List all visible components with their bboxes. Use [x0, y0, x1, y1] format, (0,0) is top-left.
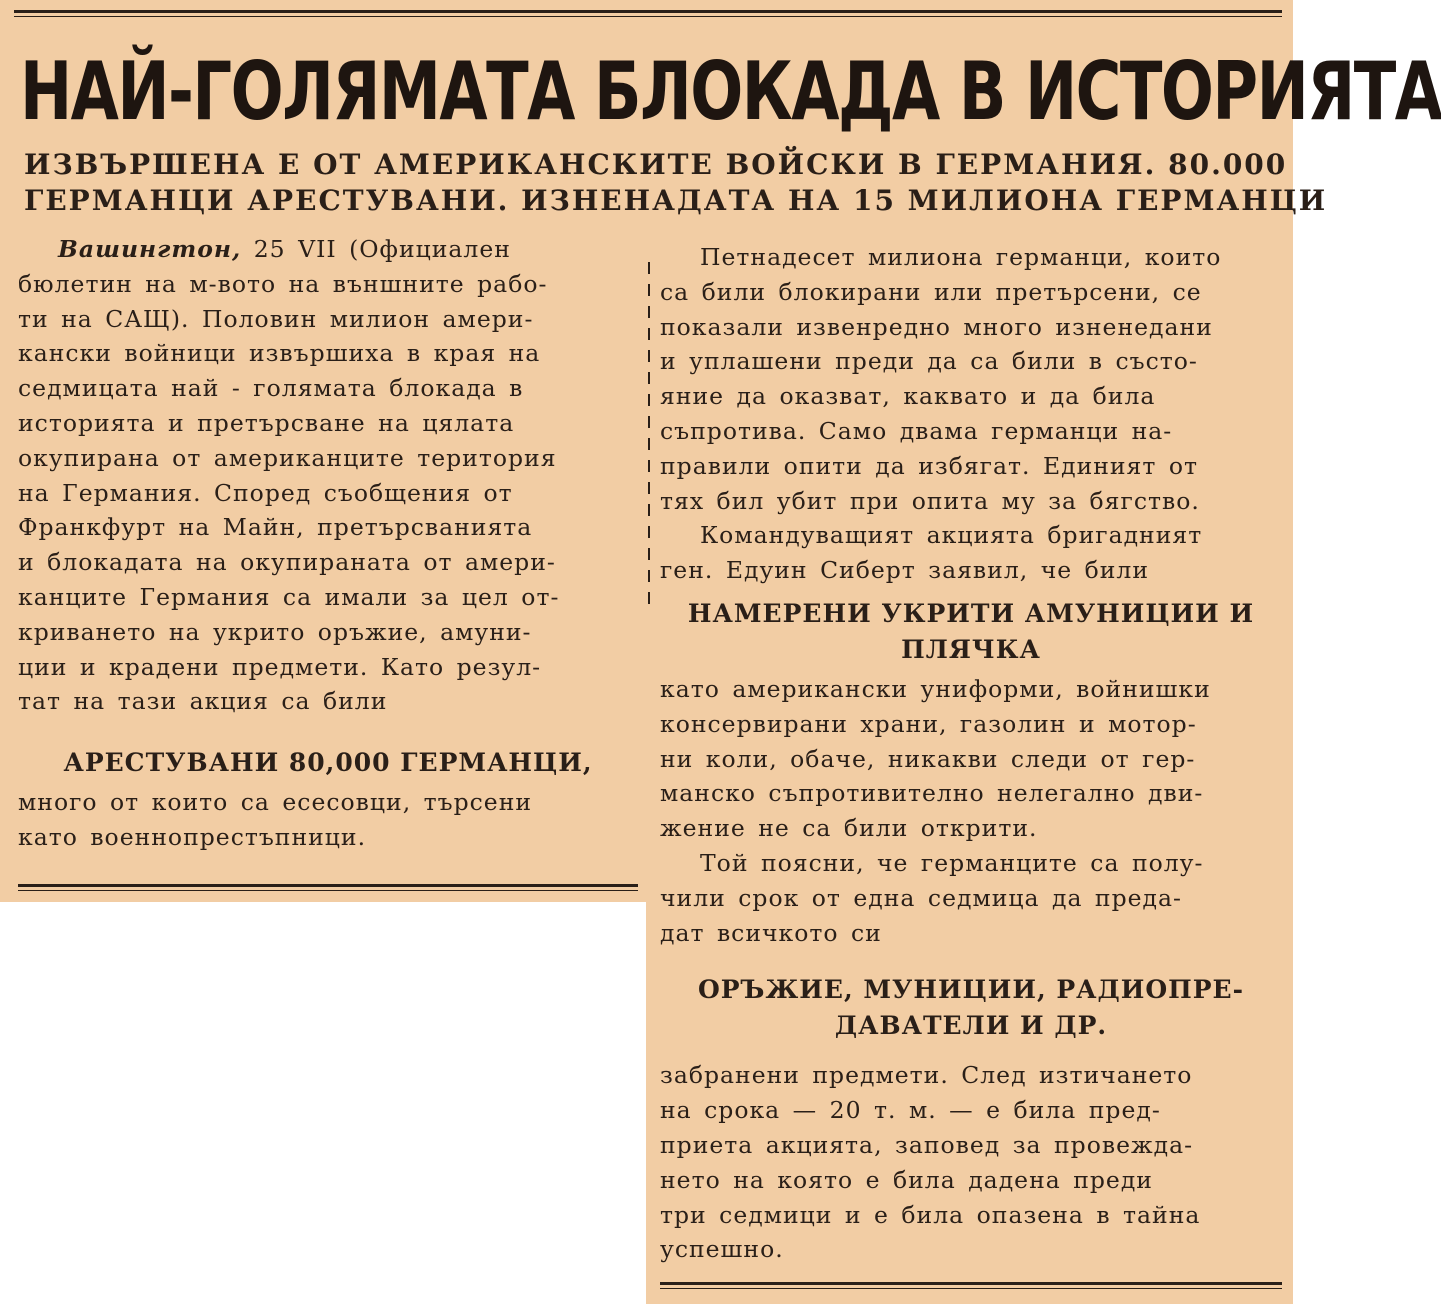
text-line: нето на която е била дадена преди	[660, 1165, 1153, 1194]
top-rule	[14, 10, 1282, 17]
text-line: съпротива. Само двама германци на-	[660, 416, 1173, 445]
dateline: Вашингтон,	[58, 235, 242, 263]
subheadline-line-1: ИЗВЪРШЕНА Е ОТ АМЕРИКАНСКИТЕ ВОЙСКИ В ГЕРМАНИЯ. 80.000	[24, 148, 1288, 181]
right-subhead-2-line-2: ДАВАТЕЛИ И ДР.	[834, 1011, 1108, 1041]
text-line: ции и крадени предмети. Като резул-	[18, 652, 542, 681]
text-line: бюлетин на м-вото на външните рабо-	[18, 269, 548, 298]
text-line: дат всичкото си	[660, 918, 882, 947]
subheadline-line-2: ГЕРМАНЦИ АРЕСТУВАНИ. ИЗНЕНАДАТА НА 15 МИЛИОНА ГЕРМАНЦИ	[24, 184, 1328, 217]
text-line: окупирана от американците територия	[18, 443, 557, 472]
column-divider	[648, 262, 650, 607]
text-line: криването на укрито оръжие, амуни-	[18, 617, 532, 646]
text-line: и блокадата на окупираната от амери-	[18, 548, 556, 577]
text-line: седмицата най - голямата блокада в	[18, 374, 524, 403]
text-line: ни коли, обаче, никакви следи от гер-	[660, 744, 1196, 773]
right-bottom-rule	[660, 1282, 1282, 1289]
text-line: консервирани храни, газолин и мотор-	[660, 709, 1197, 738]
text-line: успешно.	[660, 1235, 784, 1264]
text-line: тях бил убит при опита му за бягство.	[660, 486, 1200, 515]
left-column	[18, 232, 638, 855]
text-line	[18, 232, 638, 267]
text-line: канците Германия са имали за цел от-	[18, 582, 560, 611]
right-column	[660, 240, 1282, 1267]
text-line: ген. Едуин Сиберт заявил, че били	[660, 556, 1150, 585]
text-line: и уплашени преди да са били в състо-	[660, 347, 1198, 376]
right-subhead-1-line-1: НАМЕРЕНИ УКРИТИ АМУНИЦИИ И	[687, 598, 1255, 628]
text-line: приета акцията, заповед за провеждa-	[660, 1130, 1194, 1159]
text-line: на срока — 20 т. м. — е била пред-	[660, 1096, 1161, 1125]
text-line: показали извенредно много изненедани	[660, 312, 1213, 341]
text-line: три седмици и е била опазена в тайна	[660, 1200, 1201, 1229]
text-line: кански войници извършиха в края на	[18, 339, 541, 368]
right-subhead-2-line-1: ОРЪЖИЕ, МУНИЦИИ, РАДИОПРЕ-	[697, 975, 1244, 1005]
text-line: тат на тази акция са били	[18, 687, 388, 716]
text-line: Петнадесет милиона германци, които	[700, 243, 1222, 271]
text-line: като американски униформи, войнишки	[660, 674, 1211, 703]
right-subhead-1-line-2: ПЛЯЧКА	[901, 634, 1041, 664]
text-line: Франкфурт на Майн, претърсванията	[18, 513, 533, 542]
headline: НАЙ-ГОЛЯМАТА БЛОКАДА В ИСТОРИЯТА	[20, 45, 1441, 138]
left-subhead: АРЕСТУВАНИ 80,000 ГЕРМАНЦИ,	[63, 748, 593, 778]
text-line-part: 25 VII (Официален	[253, 235, 511, 263]
text-line: чили срок от една седмица да преда-	[660, 883, 1182, 912]
text-line: правили опити да избягат. Единият от	[660, 451, 1199, 480]
text-line: Командуващият акцията бригадният	[700, 521, 1203, 550]
text-line: са били блокирани или претърсени, се	[660, 277, 1202, 306]
text-line: ти на САЩ). Половин милион амери-	[18, 304, 534, 333]
text-line: Той поясни, че германците са полу-	[700, 848, 1204, 877]
text-line: манско съпротивително нелегално дви-	[660, 779, 1204, 808]
text-line: историята и претърсване на цялата	[18, 408, 515, 437]
left-bottom-rule	[18, 884, 638, 891]
text-line: много от които са есесовци, търсени	[18, 788, 533, 817]
text-line: като военнопрестъпници.	[18, 822, 367, 851]
text-line: на Германия. Според съобщения от	[18, 478, 513, 507]
text-line: яние да оказват, каквато и да била	[660, 382, 1156, 411]
text-line: забранени предмети. След изтичането	[660, 1061, 1193, 1090]
text-line: жение не са били открити.	[660, 814, 1038, 843]
